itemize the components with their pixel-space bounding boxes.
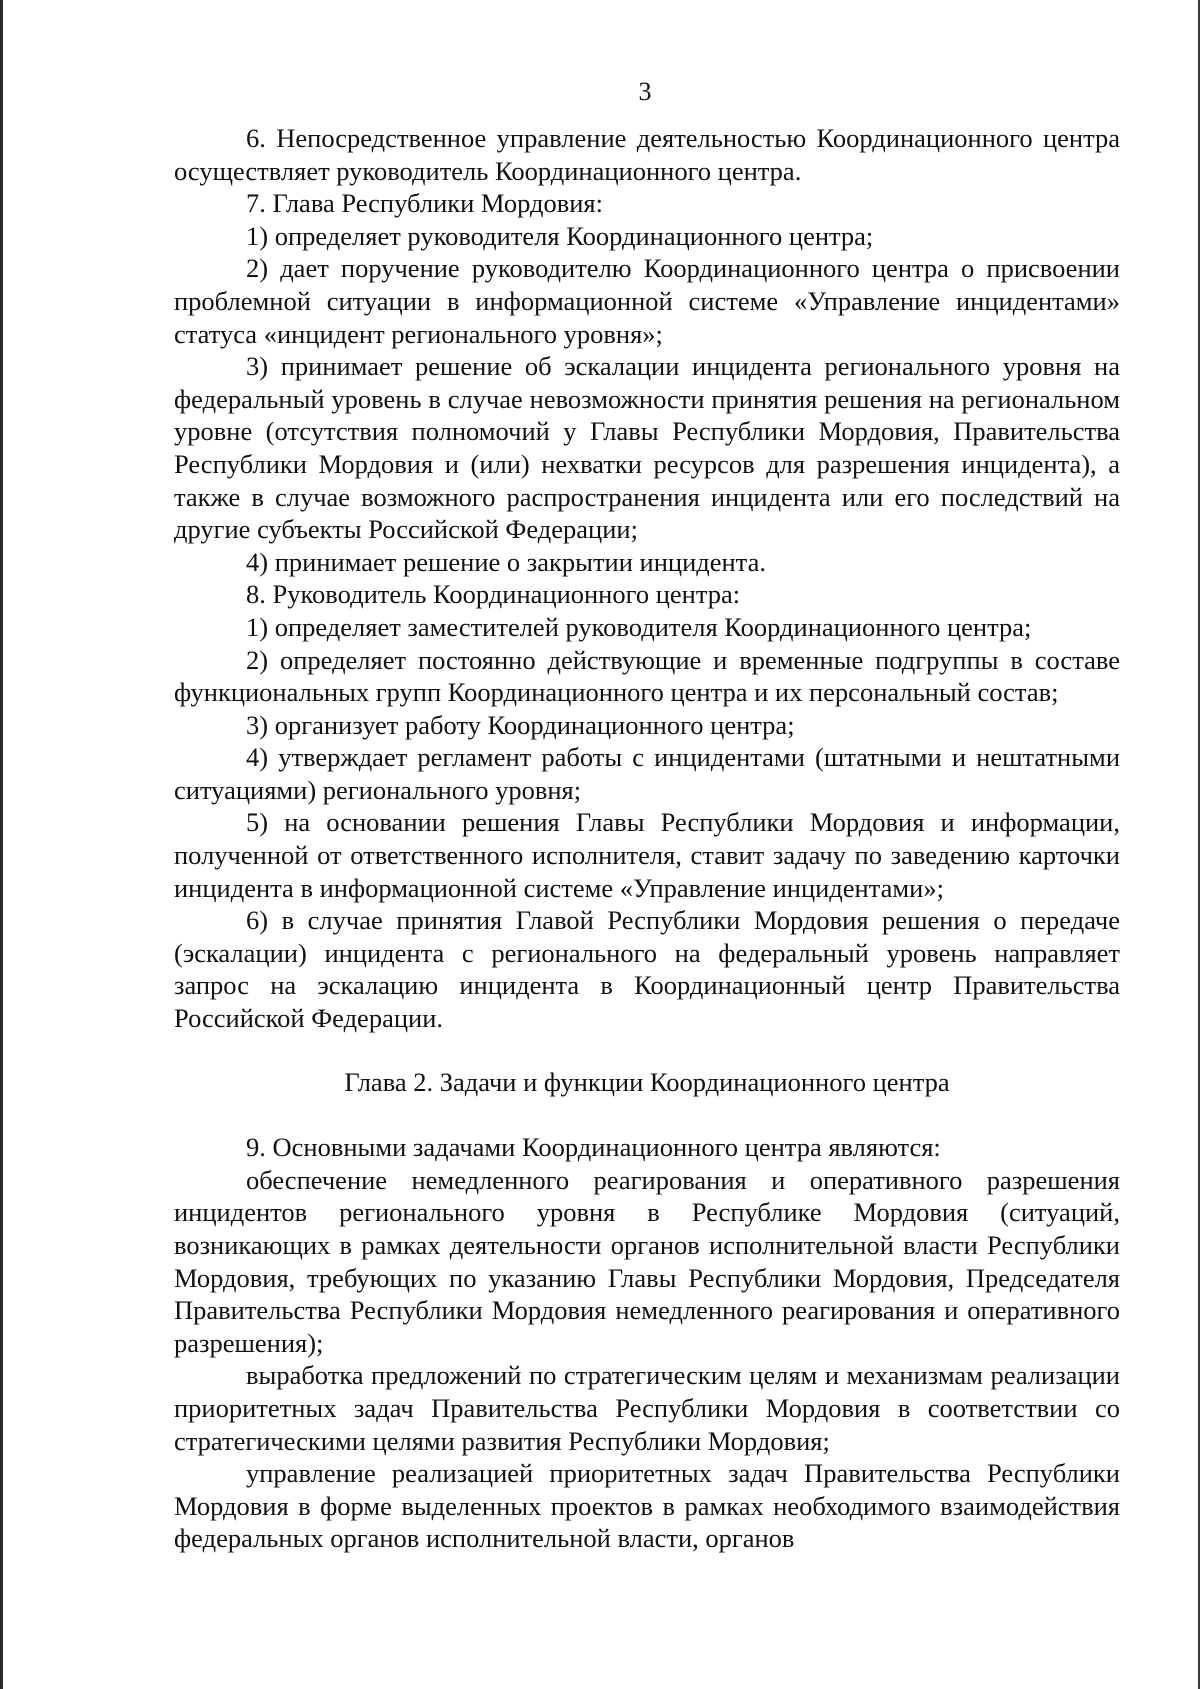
chapter-heading: Глава 2. Задачи и функции Координационного центра [344, 1066, 950, 1097]
paragraph-9-task-2: выработка предложений по стратегическим целям и механизмам реализации приоритетных задач Правительства Республики Мордовия в соответствии со стратегическими целями развития Республики Мордовия; [174, 1360, 1120, 1456]
paragraph-9: 9. Основными задачами Координационного центра являются: [246, 1132, 941, 1163]
document-body [174, 122, 1120, 1555]
paragraph-9-task-1: обеспечение немедленного реагирования и оперативного разрешения инцидентов регионального уровня в Республике Мордовия (ситуаций, возникающих в рамках деятельности органов исполнительной власти Республики Мордовия, требующих по указанию Главы Республики Мордовия, Председателя Правительства Республики Мордовия немедленного реагирования и оперативного разрешения); [174, 1164, 1120, 1358]
paragraph-7-item-3: 3) принимает решение об эскалации инцидента регионального уровня на федеральный уровень в случае невозможности принятия решения на региональном уровне (отсутствия полномочий у Главы Республики Мордовия, Правительства Республики Мордовия и (или) нехватки ресурсов для разрешения инцидента), а также в случае возможного распространения инцидента или его последствий на другие субъекты Российской Федерации; [174, 351, 1120, 545]
paragraph-8-item-3: 3) организует работу Координационного центра; [246, 709, 795, 740]
paragraph-8-item-5: 5) на основании решения Главы Республики Мордовия и информации, полученной от ответственного исполнителя, ставит задачу по заведению карточки инцидента в информационной системе «Управление инцидентами»; [174, 807, 1120, 903]
paragraph-6: 6. Непосредственное управление деятельностью Координационного центра осуществляет руководитель Координационного центра. [174, 123, 1120, 186]
paragraph-7-item-2: 2) дает поручение руководителю Координационного центра о присвоении проблемной ситуации в информационной системе «Управление инцидентами» статуса «инцидент регионального уровня»; [174, 253, 1120, 349]
paragraph-7-item-1: 1) определяет руководителя Координационного центра; [246, 220, 874, 251]
page-number: 3 [638, 77, 652, 106]
paragraph-7: 7. Глава Республики Мордовия: [246, 188, 603, 219]
paragraph-8-item-4: 4) утверждает регламент работы с инцидентами (штатными и нештатными ситуациями) регионального уровня; [174, 742, 1120, 805]
paragraph-9-task-3: управление реализацией приоритетных задач Правительства Республики Мордовия в форме выделенных проектов в рамках необходимого взаимодействия федеральных органов исполнительной власти, органов [174, 1458, 1120, 1554]
scan-edge-left [0, 0, 3, 1689]
paragraph-8-item-6: 6) в случае принятия Главой Республики Мордовия решения о передаче (эскалации) инцидента с регионального на федеральный уровень направляет запрос на эскалацию инцидента в Координационный центр Правительства Российской Федерации. [174, 905, 1120, 1034]
paragraph-8-item-2: 2) определяет постоянно действующие и временные подгруппы в составе функциональных групп Координационного центра и их персональный состав; [174, 644, 1120, 708]
paragraph-7-item-4: 4) принимает решение о закрытии инцидента. [246, 546, 766, 577]
paragraph-8-item-1: 1) определяет заместителей руководителя Координационного центра; [246, 611, 1032, 642]
paragraph-8: 8. Руководитель Координационного центра: [246, 579, 741, 610]
